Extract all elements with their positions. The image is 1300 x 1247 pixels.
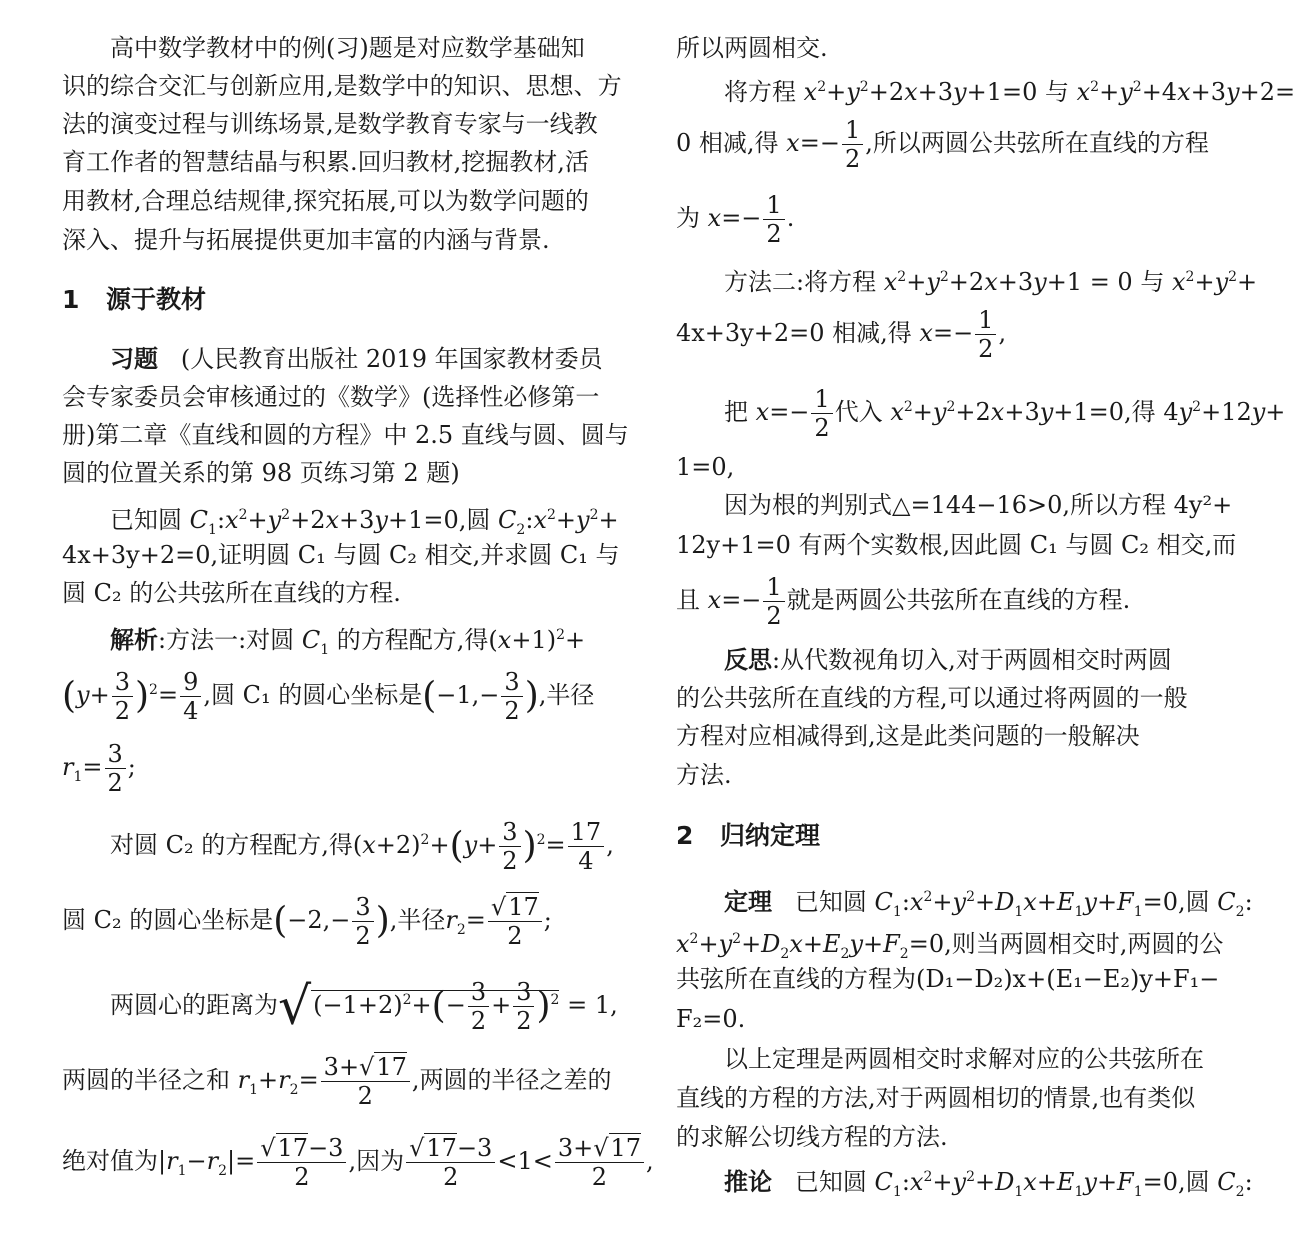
text-line: 直线的方程的方法,对于两圆相切的情景,也有类似	[676, 1084, 1196, 1112]
reflect-line: 方法.	[676, 761, 732, 789]
theorem-line: 定理 已知圆 $C_1:x^2+y^2+D_1x+E_1y+F_1=0$,圆 $C_2$:	[724, 888, 1253, 920]
exercise-line: 会专家委员会审核通过的《数学》(选择性必修第一	[62, 383, 600, 411]
math-line: 两圆的半径之和 $r_1+r_2=$ $\frac{3+√17}{2}$ ,两圆的半径之差的	[62, 1053, 612, 1110]
math-line: 将方程 $x^2+y^2+2x+3y+1=0$ 与 $x^2+y^2+4x+3y+2=$	[724, 78, 1296, 106]
theorem-line: $x^2+y^2+D_2x+E_2y+F_2=0$,则当两圆相交时,两圆的公	[676, 930, 1224, 962]
intro-line: 用教材,合理总结规律,探究拓展,可以为数学问题的	[62, 187, 589, 215]
intro-line: 育工作者的智慧结晶与积累.回归教材,挖掘教材,活	[62, 148, 589, 176]
exercise-line: 圆的位置关系的第 98 页练习第 2 题)	[62, 459, 460, 487]
intro-line: 识的综合交汇与创新应用,是数学中的知识、思想、方	[62, 72, 622, 100]
text-line: 因为根的判别式△=144−16>0,所以方程 4y²+	[724, 491, 1233, 519]
problem-line: 4x+3y+2=0,证明圆 C₁ 与圆 C₂ 相交,并求圆 C₁ 与	[62, 541, 620, 569]
math-line: $r_1=$ $\frac{3}{2}$ ;	[62, 740, 136, 797]
intro-line: 法的演变过程与训练场景,是数学教育专家与一线教	[62, 110, 598, 138]
math-line: 把 x=− $\frac{1}{2}$ 代入 $x^2+y^2+2x+3y+1=0$,得 $4y^2+12y+$	[724, 385, 1286, 442]
math-line: 方法二:将方程 $x^2+y^2+2x+3y+1 = 0$ 与 $x^2+y^2+$	[724, 268, 1258, 296]
math-line: 且 x=− $\frac{1}{2}$ 就是两圆公共弦所在直线的方程.	[676, 573, 1131, 630]
problem-line: 圆 C₂ 的公共弦所在直线的方程.	[62, 579, 401, 607]
math-line: 对圆 C₂ 的方程配方,得$(x+2)^2+(y+$ $\frac{3}{2}$ )$^2$= $\frac{17}{4}$ ,	[110, 818, 614, 875]
section-title: 归纳定理	[720, 821, 821, 850]
exercise-label: 习题	[110, 345, 158, 373]
exercise-line	[62, 344, 628, 374]
section-title: 源于教材	[106, 285, 207, 314]
section-number: 1	[62, 285, 80, 314]
reflect-line: 的公共弦所在直线的方程,可以通过将两圆的一般	[676, 684, 1188, 712]
math-line: (y+ $\frac{3}{2}$ )$^2$= $\frac{9}{4}$ ,圆 C₁ 的圆心坐标是(−1,− $\frac{3}{2}$ ),半径	[62, 668, 595, 725]
math-line: 两圆心的距离为$√(-1+2)^2+(-$ $\frac{3}{2}$ + $\frac{3}{2}$ )$^2$ = 1,	[110, 976, 618, 1037]
corollary-line: 推论 已知圆 $C_1:x^2+y^2+D_1x+E_1y+F_1=0$,圆 $C_2$:	[724, 1168, 1253, 1200]
text-line: 以上定理是两圆相交时求解对应的公共弦所在	[724, 1045, 1204, 1073]
reflect-line: 反思:从代数视角切入,对于两圆相交时两圆	[724, 646, 1172, 674]
problem-line: 已知圆 $C_1:x^2+y^2+2x+3y+1=0$,圆 $C_2:x^2+y^2+$	[110, 506, 619, 538]
corollary-label: 推论	[724, 1168, 772, 1196]
math-line: 圆 C₂ 的圆心坐标是(−2,− $\frac{3}{2}$ ),半径$r_2=$ $\frac{√17}{2}$ ;	[62, 893, 552, 950]
text-line: 1=0,	[676, 453, 735, 481]
intro-line: 深入、提升与拓展提供更加丰富的内涵与背景.	[62, 226, 550, 254]
reflect-line: 方程对应相减得到,这是此类问题的一般解决	[676, 722, 1140, 750]
math-line: 绝对值为$|r_1-r_2|=$ $\frac{√17-3}{2}$ ,因为 $\frac{√17-3}{2}$ <1< $\frac{3+√17}{2}$ ,	[62, 1134, 654, 1191]
theorem-line: F₂=0.	[676, 1005, 746, 1033]
text-line: 的求解公切线方程的方法.	[676, 1123, 948, 1151]
reflect-label: 反思	[724, 646, 772, 674]
text-line: 12y+1=0 有两个实数根,因此圆 C₁ 与圆 C₂ 相交,而	[676, 531, 1237, 559]
theorem-line: 共弦所在直线的方程为(D₁−D₂)x+(E₁−E₂)y+F₁−	[676, 965, 1220, 993]
intro-line: 高中数学教材中的例(习)题是对应数学基础知	[110, 34, 585, 62]
text-line: 所以两圆相交.	[676, 34, 828, 62]
section-heading-1	[62, 284, 206, 316]
exercise-source: (人民教育出版社 2019 年国家教材委员	[180, 345, 603, 373]
theorem-label: 定理	[724, 888, 772, 916]
math-line: 0 相减,得 x=− $\frac{1}{2}$ ,所以两圆公共弦所在直线的方程	[676, 116, 1209, 173]
solution-label: 解析	[110, 626, 158, 654]
math-line: 4x+3y+2=0 相减,得 x=− $\frac{1}{2}$ ,	[676, 306, 1007, 363]
exercise-line: 册)第二章《直线和圆的方程》中 2.5 直线与圆、圆与	[62, 421, 629, 449]
solution-line: 解析:方法一:对圆 $C_1$ 的方程配方,得$(x+1)^2+$	[110, 626, 586, 658]
section-number: 2	[676, 821, 694, 850]
math-line: 为 x=− $\frac{1}{2}$ .	[676, 191, 795, 248]
section-heading-2	[676, 820, 820, 852]
